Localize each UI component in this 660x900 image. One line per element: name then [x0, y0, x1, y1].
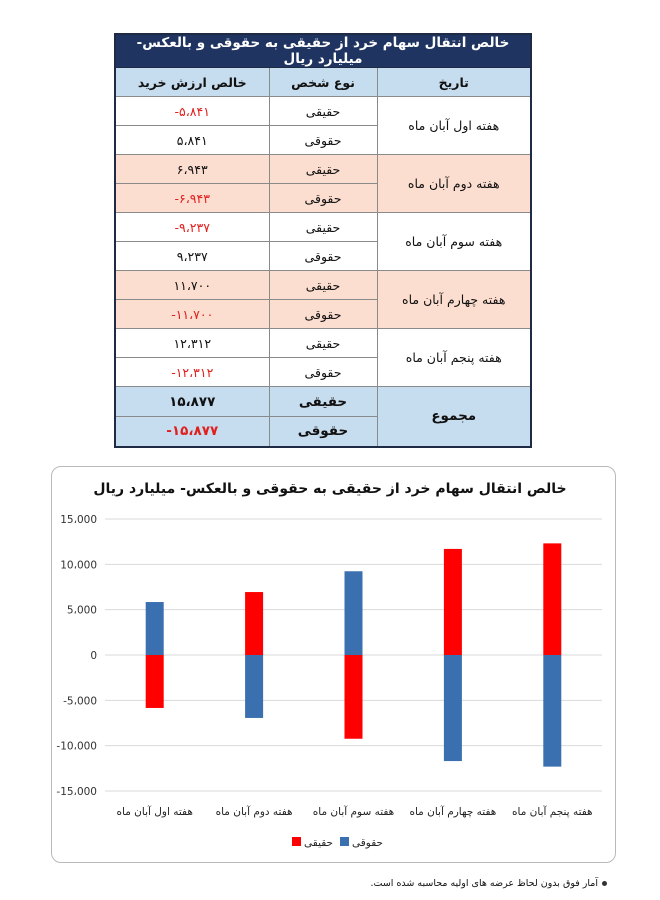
total-value: ۱۵،۸۷۷ — [115, 387, 269, 417]
y-tick-label: -10،000 — [56, 740, 97, 753]
bar-haghighi — [345, 655, 363, 739]
row-net-value: -۱۱،۷۰۰ — [115, 300, 269, 329]
legend-swatch — [340, 837, 349, 846]
row-net-value: -۵،۸۴۱ — [115, 97, 269, 126]
total-label: مجموع — [377, 387, 531, 447]
row-person-type: حقوقی — [269, 184, 377, 213]
y-tick-label: 15،000 — [60, 514, 97, 526]
row-net-value: ۹،۲۳۷ — [115, 242, 269, 271]
row-date: هفته پنجم آبان ماه — [377, 329, 531, 387]
row-net-value: ۶،۹۴۳ — [115, 155, 269, 184]
row-net-value: ۱۲،۳۱۲ — [115, 329, 269, 358]
row-net-value: -۹،۲۳۷ — [115, 213, 269, 242]
row-date: هفته دوم آبان ماه — [377, 155, 531, 213]
x-tick-label: هفته اول آبان ماه — [116, 806, 193, 818]
bar-haghighi — [543, 543, 561, 655]
footnote-text: آمار فوق بدون لحاظ عرضه های اولیه محاسبه شده است. — [370, 878, 598, 889]
legend-label: حقوقی — [352, 837, 383, 849]
bar-haghighi — [245, 592, 263, 655]
row-person-type: حقوقی — [269, 242, 377, 271]
row-date: هفته چهارم آبان ماه — [377, 271, 531, 329]
bar-haghighi — [146, 655, 164, 708]
row-date: هفته سوم آبان ماه — [377, 213, 531, 271]
x-tick-label: هفته دوم آبان ماه — [215, 806, 293, 818]
row-date: هفته اول آبان ماه — [377, 97, 531, 155]
x-tick-label: هفته چهارم آبان ماه — [409, 806, 497, 818]
header-net-value: خالص ارزش خرید — [115, 68, 269, 97]
header-date: تاریخ — [377, 68, 531, 97]
y-tick-label: 10،000 — [60, 559, 97, 572]
row-net-value: ۱۱،۷۰۰ — [115, 271, 269, 300]
row-person-type: حقیقی — [269, 155, 377, 184]
row-person-type: حقوقی — [269, 300, 377, 329]
chart-title: خالص انتقال سهام خرد از حقیقی به حقوقی و بالعکس- میلیارد ریال — [93, 481, 567, 497]
row-person-type: حقوقی — [269, 358, 377, 387]
bullet-icon — [602, 881, 607, 886]
row-person-type: حقوقی — [269, 126, 377, 155]
header-person-type: نوع شخص — [269, 68, 377, 97]
y-tick-label: -15،000 — [56, 786, 97, 798]
table-title: خالص انتقال سهام خرد از حقیقی به حقوقی و بالعکس- میلیارد ریال — [115, 34, 531, 68]
x-tick-label: هفته پنجم آبان ماه — [512, 806, 593, 818]
y-tick-label: 5،000 — [66, 604, 97, 617]
y-tick-label: -5،000 — [63, 695, 97, 708]
y-tick-label: 0 — [90, 650, 97, 662]
total-value: -۱۵،۸۷۷ — [115, 417, 269, 447]
legend-label: حقیقی — [304, 837, 334, 849]
row-person-type: حقیقی — [269, 271, 377, 300]
row-net-value: ۵،۸۴۱ — [115, 126, 269, 155]
row-net-value: -۶،۹۴۳ — [115, 184, 269, 213]
bar-haghighi — [444, 549, 462, 655]
bar-hoghoghi — [345, 571, 363, 655]
x-tick-label: هفته سوم آبان ماه — [312, 806, 395, 818]
row-person-type: حقیقی — [269, 329, 377, 358]
total-type: حقیقی — [269, 387, 377, 417]
bar-hoghoghi — [444, 655, 462, 761]
footnote — [370, 878, 607, 889]
row-person-type: حقیقی — [269, 213, 377, 242]
row-net-value: -۱۲،۳۱۲ — [115, 358, 269, 387]
bar-hoghoghi — [543, 655, 561, 767]
total-type: حقوقی — [269, 417, 377, 447]
legend-swatch — [292, 837, 301, 846]
row-person-type: حقیقی — [269, 97, 377, 126]
bar-hoghoghi — [146, 602, 164, 655]
bar-hoghoghi — [245, 655, 263, 718]
